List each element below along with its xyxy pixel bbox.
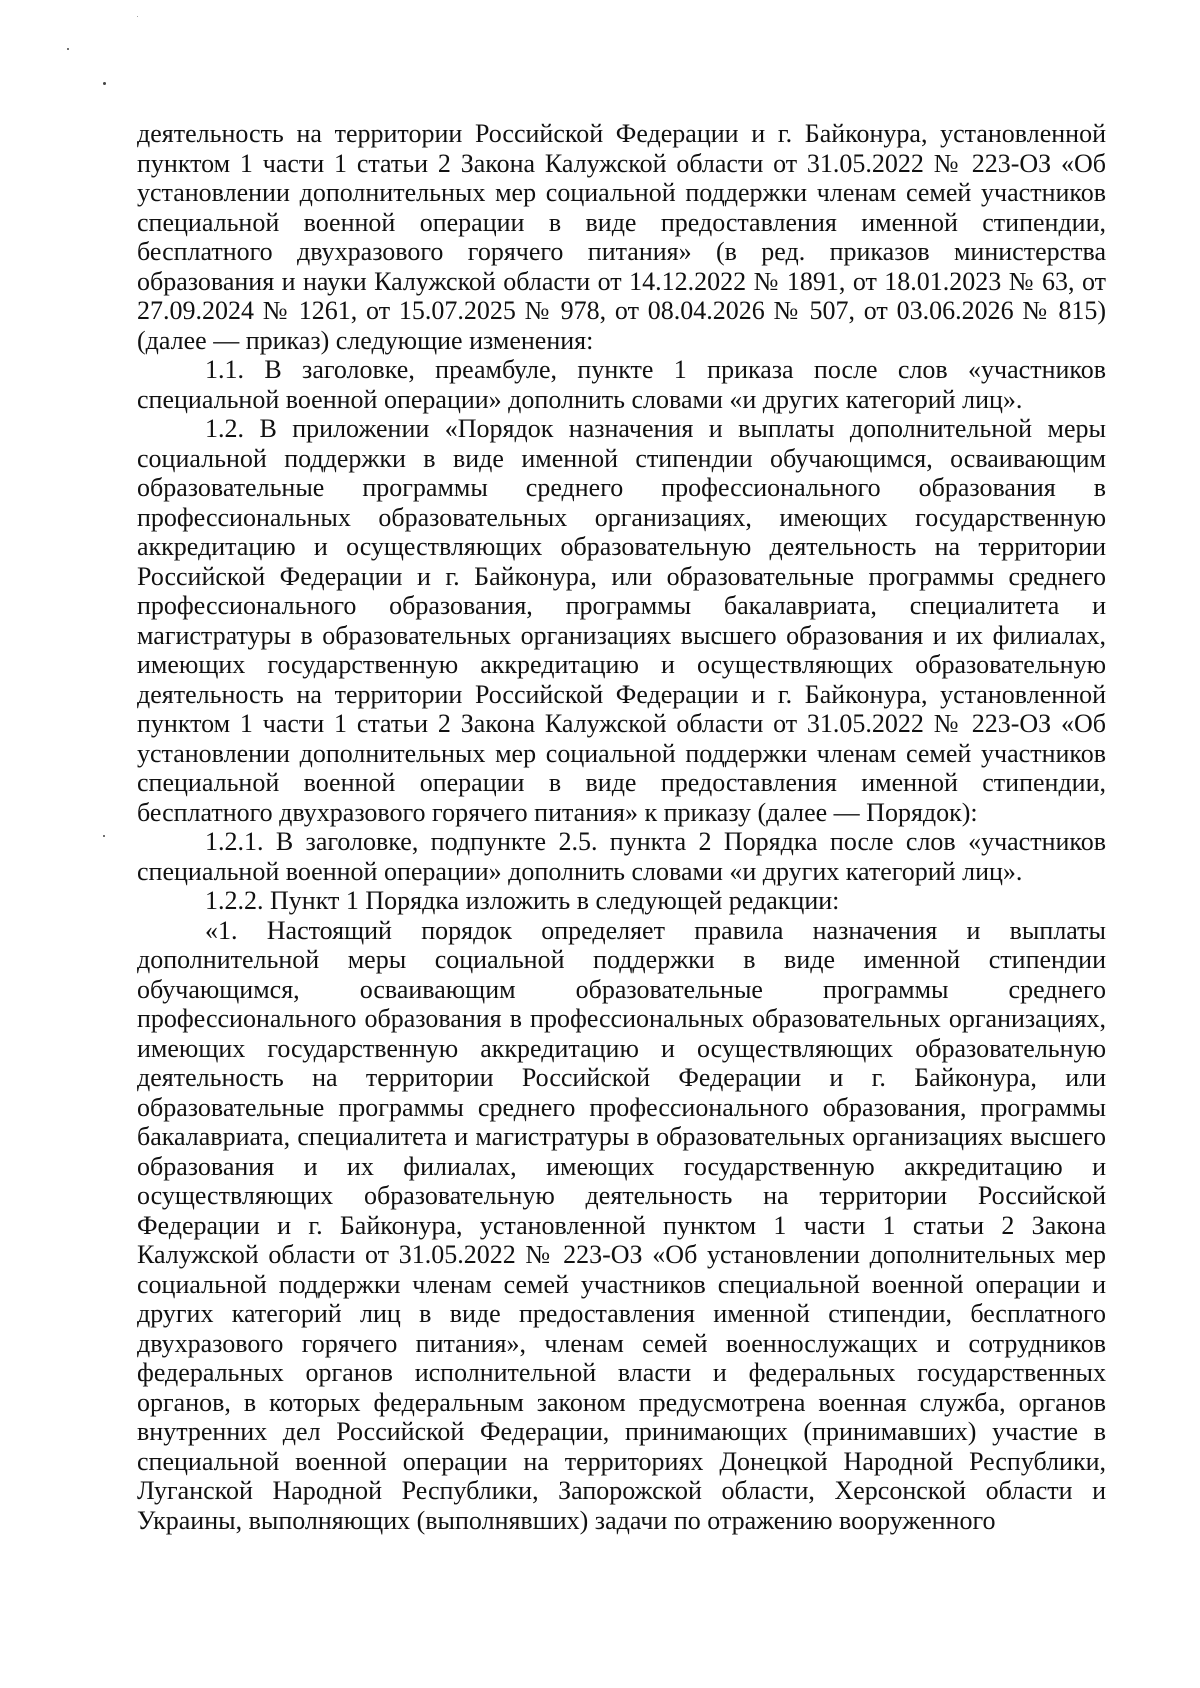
paragraph-new-wording-point-1: «1. Настоящий порядок определяет правила назначения и выплаты дополнительной меры социальной поддержки в виде именной стипендии обучающимся, осваивающим образовательные программы среднего профессионального образования в профессиональных образовательных организациях, имеющих государственную аккредитацию и осуществляющих образовательную деятельность на территории Российской Федерации и г. Байконура, или образовательные программы среднего профессионального образования, программы бакалавриата, специалитета и магистратуры в образовательных организациях высшего образования и их филиалах, имеющих государственную аккредитацию и осуществляющих образовательную деятельность на территории Российской Федерации и г. Байконура, установленной пунктом 1 части 1 статьи 2 Закона Калужской области от 31.05.2022 № 223-ОЗ «Об установлении дополнительных мер социальной поддержки членам семей участников специальной военной операции и других категорий лиц в виде предоставления именной стипендии, бесплатного двухразового горячего питания», членам семей военнослужащих и сотрудников федеральных органов исполнительной власти и федеральных государственных органов, в которых федеральным законом предусмотрена военная служба, органов внутренних дел Российской Федерации, принимающих (принимавших) участие в специальной военной операции на территориях Донецкой Народной Республики, Луганской Народной Республики, Запорожской области, Херсонской области и Украины, выполняющих (выполнявших) задачи по отражению вооруженного <box>137 915 1106 1535</box>
scan-speck <box>103 82 106 85</box>
scan-speck <box>137 16 138 17</box>
paragraph-continuation: деятельность на территории Российской Федерации и г. Байконура, установленной пунктом 1 части 1 статьи 2 Закона Калужской области от 31.05.2022 № 223-ОЗ «Об установлении дополнительных мер социальной поддержки членам семей участников специальной военной операции в виде предоставления именной стипендии, бесплатного двухразового горячего питания» (в ред. приказов министерства образования и науки Калужской области от 14.12.2022 № 1891, от 18.01.2023 № 63, от 27.09.2024 № 1261, от 15.07.2025 № 978, от 08.04.2026 № 507, от 03.06.2026 № 815) (далее — приказ) следующие изменения: <box>137 119 1106 355</box>
paragraph-item-1-2-2: 1.2.2. Пункт 1 Порядка изложить в следующей редакции: <box>205 886 840 915</box>
paragraph-item-1-2: 1.2. В приложении «Порядок назначения и выплаты дополнительной меры социальной поддержки в виде именной стипендии обучающимся, осваивающим образовательные программы среднего профессионального образования в профессиональных образовательных организациях, имеющих государственную аккредитацию и осуществляющих образовательную деятельность на территории Российской Федерации и г. Байконура, или образовательные программы среднего профессионального образования, программы бакалавриата, специалитета и магистратуры в образовательных организациях высшего образования и их филиалах, имеющих государственную аккредитацию и осуществляющих образовательную деятельность на территории Российской Федерации и г. Байконура, установленной пунктом 1 части 1 статьи 2 Закона Калужской области от 31.05.2022 № 223-ОЗ «Об установлении дополнительных мер социальной поддержки членам семей участников специальной военной операции в виде предоставления именной стипендии, бесплатного двухразового горячего питания» к приказу (далее — Порядок): <box>137 414 1106 827</box>
paragraph-item-1-1: 1.1. В заголовке, преамбуле, пункте 1 приказа после слов «участников специальной военной операции» дополнить словами «и других категорий лиц». <box>137 355 1106 414</box>
document-body <box>137 119 1106 1535</box>
scan-speck <box>103 835 105 837</box>
scan-speck <box>67 48 69 50</box>
paragraph-item-1-2-1: 1.2.1. В заголовке, подпункте 2.5. пункта 2 Порядка после слов «участников специальной военной операции» дополнить словами «и других категорий лиц». <box>137 827 1106 886</box>
